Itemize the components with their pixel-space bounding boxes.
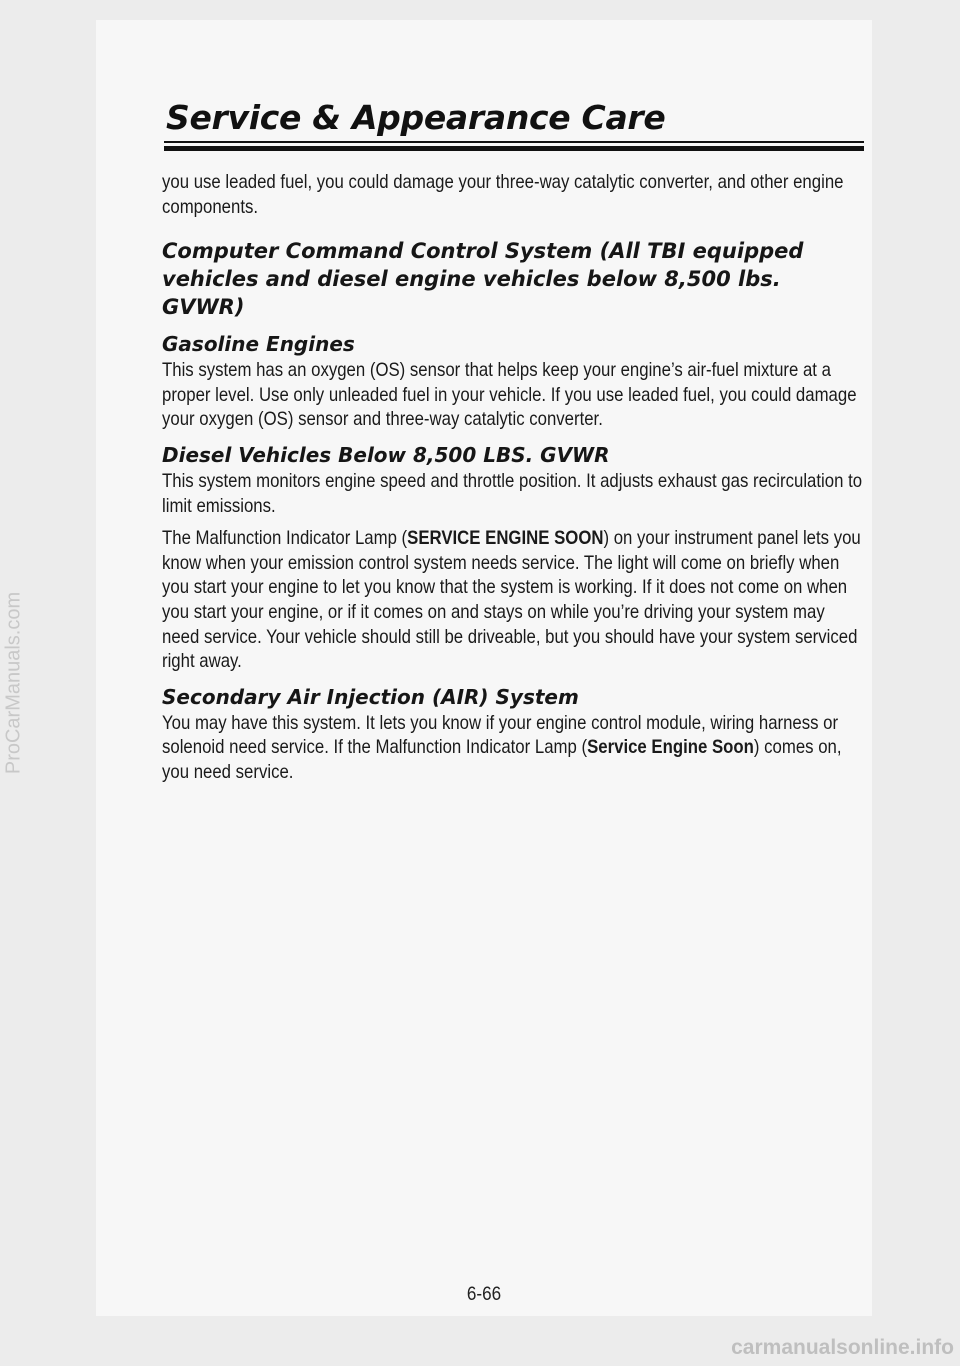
mil-paragraph xyxy=(162,526,862,674)
intro-paragraph: you use leaded fuel, you could damage your three-way catalytic converter, and other engine components. xyxy=(162,171,844,218)
gasoline-engines-paragraph: This system has an oxygen (OS) sensor that helps keep your engine’s air-fuel mixture at a proper level. Use only unleaded fuel in your vehicle. If you use leaded fuel, you could damage your oxygen (OS) sensor and three-way catalytic converter. xyxy=(162,359,857,431)
air-system-heading: Secondary Air Injection (AIR) System xyxy=(162,684,579,709)
title-rule xyxy=(164,141,864,151)
side-watermark-text: ProCarManuals.com xyxy=(2,591,25,775)
mil-lamp-label: SERVICE ENGINE SOON xyxy=(407,527,604,550)
chapter-title: Service & Appearance Care xyxy=(166,98,666,137)
air-system-paragraph xyxy=(162,711,862,785)
manual-page xyxy=(96,20,872,1316)
mil-text-after: ) on your instrument panel lets you know when your emission control system needs service. The light will come on briefly when you start your engine to let you know that the system is working. If it does not come on when you start your engine, or if it comes on and stays on while you’re driving your system may need service. Your vehicle should still be driveable, but you should have your system serviced right away. xyxy=(162,527,861,673)
mil-text-before: The Malfunction Indicator Lamp ( xyxy=(162,527,408,550)
diesel-vehicles-heading: Diesel Vehicles Below 8,500 LBS. GVWR xyxy=(162,442,610,467)
diesel-vehicles-paragraph: This system monitors engine speed and throttle position. It adjusts exhaust gas recirculation to limit emissions. xyxy=(162,469,863,517)
gasoline-engines-heading: Gasoline Engines xyxy=(162,332,355,357)
ccc-system-heading: Computer Command Control System (All TBI equipped vehicles and diesel engine vehicles below 8,500 lbs. GVWR) xyxy=(162,239,804,320)
air-lamp-label: Service Engine Soon xyxy=(587,736,754,759)
air-text-after: ) comes on, you need service. xyxy=(162,736,842,783)
air-text-before: You may have this system. It lets you know if your engine control module, wiring harness or solenoid need service. If the Malfunction Indicator Lamp ( xyxy=(162,711,839,759)
bottom-watermark: carmanualsonline.info xyxy=(731,1336,954,1359)
page-number: 6-66 xyxy=(466,1284,502,1305)
page-content xyxy=(162,170,864,793)
